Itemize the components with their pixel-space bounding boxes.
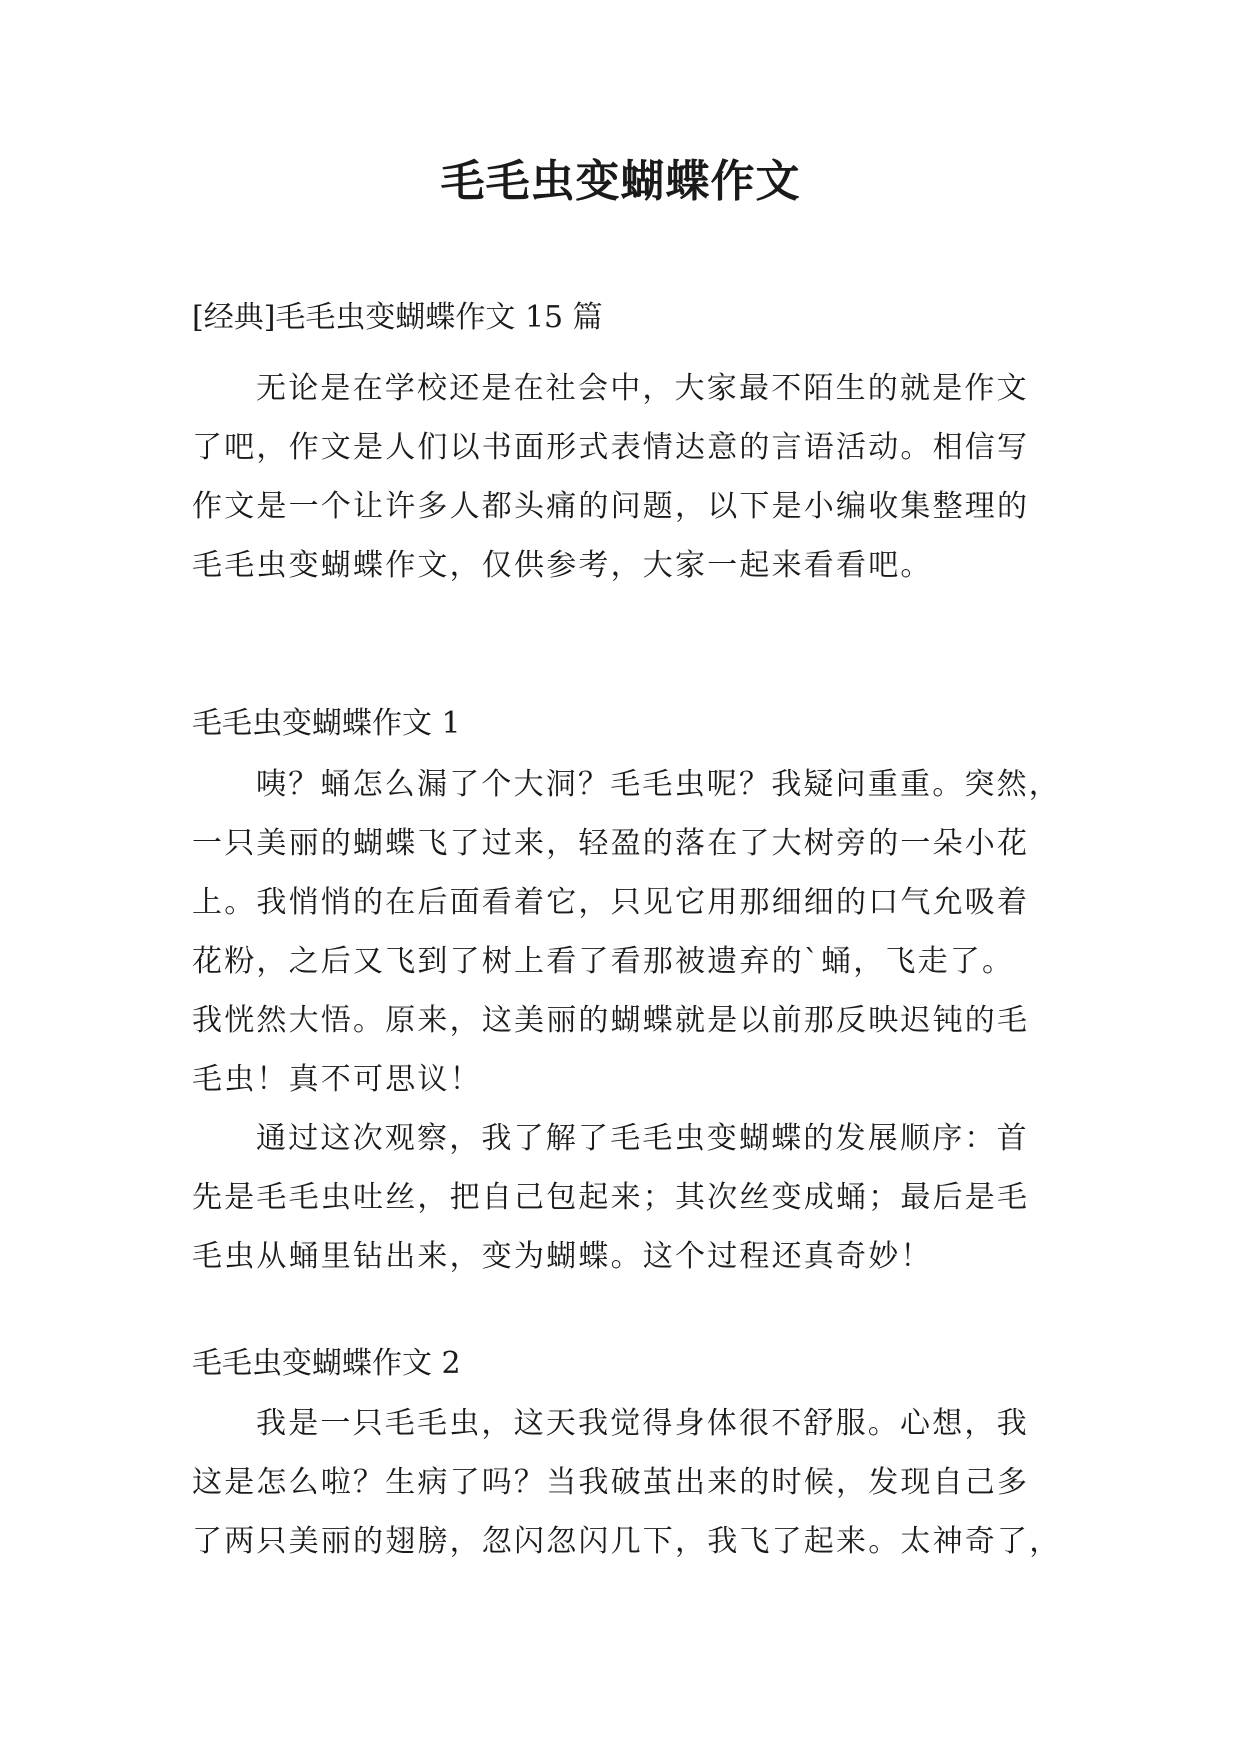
text-line: 通过这次观察，我了解了毛毛虫变蝴蝶的发展顺序：首	[256, 1121, 1029, 1156]
text-line: 一只美丽的蝴蝶飞了过来，轻盈的落在了大树旁的一朵小花	[192, 826, 1030, 861]
section-1-paragraph-2	[192, 1109, 1062, 1286]
text-line: 无论是在学校还是在社会中，大家最不陌生的就是作文	[256, 371, 1029, 406]
text-line: 这是怎么啦？生病了吗？当我破茧出来的时候，发现自己多	[192, 1465, 1030, 1500]
text-line: 我恍然大悟。原来，这美丽的蝴蝶就是以前那反映迟钝的毛	[192, 1003, 1030, 1038]
text-line: 作文是一个让许多人都头痛的问题，以下是小编收集整理的	[192, 489, 1030, 524]
section-heading-2: 毛毛虫变蝴蝶作文 2	[192, 1346, 461, 1381]
intro-paragraph	[192, 359, 1062, 595]
text-line: 了两只美丽的翅膀，忽闪忽闪几下，我飞了起来。太神奇了，	[192, 1524, 1062, 1559]
text-line: 花粉，之后又飞到了树上看了看那被遗弃的`蛹，飞走了。	[192, 944, 1015, 979]
document-title: 毛毛虫变蝴蝶作文	[440, 156, 801, 207]
document-subtitle: [经典]毛毛虫变蝴蝶作文 15 篇	[192, 300, 603, 335]
section-2-paragraph-1	[192, 1394, 1062, 1571]
text-line: 毛毛虫变蝴蝶作文，仅供参考，大家一起来看看吧。	[192, 548, 933, 583]
text-line: 毛虫！真不可思议！	[192, 1062, 482, 1097]
text-line: 毛虫从蛹里钻出来，变为蝴蝶。这个过程还真奇妙！	[192, 1239, 933, 1274]
section-heading-1: 毛毛虫变蝴蝶作文 1	[192, 706, 461, 741]
text-line: 上。我悄悄的在后面看着它，只见它用那细细的口气允吸着	[192, 885, 1030, 920]
text-line: 了吧，作文是人们以书面形式表情达意的言语活动。相信写	[192, 430, 1030, 465]
text-line: 先是毛毛虫吐丝，把自己包起来；其次丝变成蛹；最后是毛	[192, 1180, 1030, 1215]
section-1-paragraph-1	[192, 755, 1062, 1109]
text-line: 咦？蛹怎么漏了个大洞？毛毛虫呢？我疑问重重。突然，	[256, 767, 1061, 802]
text-line: 我是一只毛毛虫，这天我觉得身体很不舒服。心想，我	[256, 1406, 1029, 1441]
